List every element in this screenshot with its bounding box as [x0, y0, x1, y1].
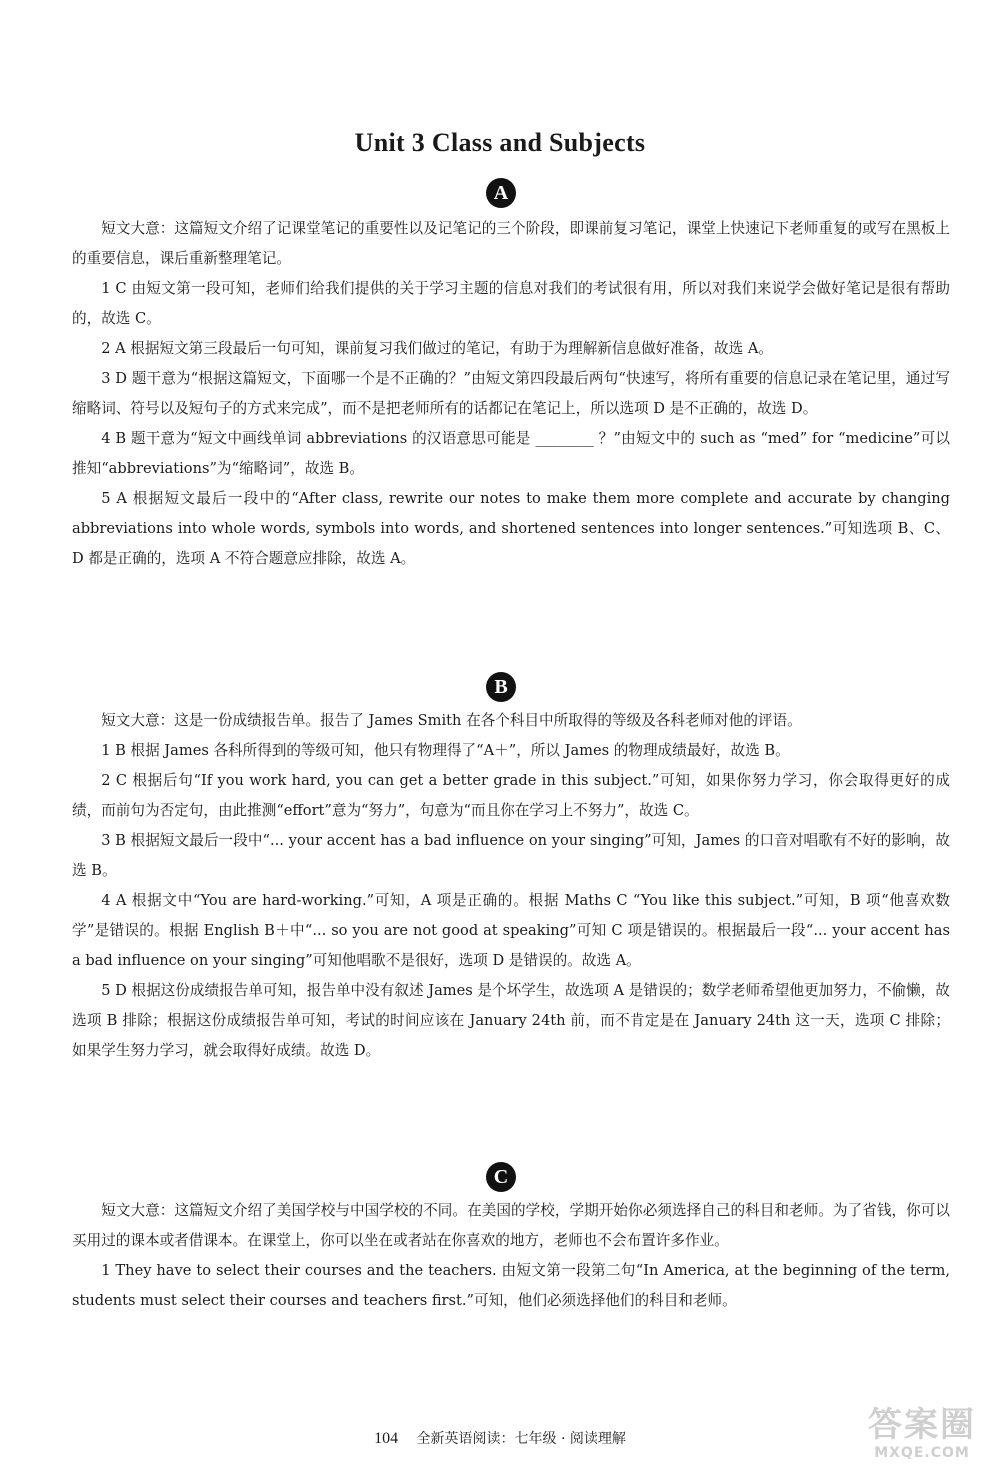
- book-title: 全新英语阅读：七年级 · 阅读理解: [416, 1431, 626, 1447]
- section-b-answer-2: 2 C 根据后句“If you work hard, you can get a better grade in this subject.”可知，如果你努力学习，你会取得更好的成绩，而前句为否定句，由此推测“effort”意为“努力”，句意为“而且你在学习上不努力”，故选 C。: [72, 772, 950, 819]
- watermark-logo: [852, 1406, 992, 1466]
- page-number: 104: [374, 1430, 399, 1447]
- section-a-summary: 短文大意：这篇短文介绍了记课堂笔记的重要性以及记笔记的三个阶段，即课前复习笔记，课堂上快速记下老师重复的或写在黑板上的重要信息，课后重新整理笔记。: [72, 220, 950, 267]
- section-a-answer-2: 2 A 根据短文第三段最后一句可知，课前复习我们做过的笔记，有助于为理解新信息做好准备，故选 A。: [101, 340, 774, 357]
- page-title: Unit 3 Class and Subjects: [354, 128, 646, 157]
- section-b-answer-5: 5 D 根据这份成绩报告单可知，报告单中没有叙述 James 是个坏学生，故选项 A 是错误的；数学老师希望他更加努力，不偷懒，故选项 B 排除；根据这份成绩报告单可知，考试的时间应该在 January 24th 前，而不肯定是在 January 24th 这一天，选项 C 排除；如果学生努力学习，就会取得好成绩。故选 D。: [72, 982, 950, 1059]
- section-c-summary: 短文大意：这篇短文介绍了美国学校与中国学校的不同。在美国的学校，学期开始你必须选择自己的科目和老师。为了省钱，你可以买用过的课本或者借课本。在课堂上，你可以坐在或者站在你喜欢的地方，老师也不会布置许多作业。: [72, 1202, 950, 1249]
- section-b-answer-3: 3 B 根据短文最后一段中“... your accent has a bad influence on your singing”可知，James 的口音对唱歌有不好的影响，故选 B。: [72, 832, 950, 879]
- section-b-summary: 短文大意：这是一份成绩报告单。报告了 James Smith 在各个科目中所取得的等级及各科老师对他的评语。: [101, 712, 802, 729]
- section-a-body: [72, 214, 950, 574]
- section-a-answer-5: 5 A 根据短文最后一段中的“After class, rewrite our notes to make them more complete and accurate by changing abbreviations into whole words, symbols into words, and shortened sentences into longer sentences.”可知选项 B、C、D 都是正确的，选项 A 不符合题意应排除，故选 A。: [72, 490, 950, 567]
- section-b-answer-1: 1 B 根据 James 各科所得到的等级可知，他只有物理得了“A＋”，所以 James 的物理成绩最好，故选 B。: [101, 742, 790, 759]
- section-b-body: [72, 706, 950, 1066]
- section-c-body: [72, 1196, 950, 1316]
- section-c-answer-1: 1 They have to select their courses and the teachers. 由短文第一段第二句“In America, at the beginning of the term, students must select their courses and teachers first.”可知，他们必须选择他们的科目和老师。: [72, 1262, 950, 1309]
- section-b-answer-4: 4 A 根据文中“You are hard-working.”可知，A 项是正确的。根据 Maths C “You like this subject.”可知，B 项“他喜欢数学”是错误的。根据 English B＋中“... so you are not good at speaking”可知 C 项是错误的。根据最后一段“... your accent has a bad influence on your singing”可知他唱歌不是很好，选项 D 是错误的。故选 A。: [72, 892, 950, 969]
- section-a-answer-3: 3 D 题干意为“根据这篇短文，下面哪一个是不正确的？”由短文第四段最后两句“快速写，将所有重要的信息记录在笔记里，通过写缩略词、符号以及短句子的方式来完成”，而不是把老师所有的话都记在笔记上，所以选项 D 是不正确的，故选 D。: [72, 370, 950, 417]
- watermark-logo-text: 答案圈: [868, 1405, 976, 1445]
- watermark-url: MXQE.COM: [874, 1445, 970, 1461]
- section-badge-b: B: [486, 672, 516, 702]
- section-a-answer-4: 4 B 题干意为“短文中画线单词 abbreviations 的汉语意思可能是 ________ ？”由短文中的 such as “med” for “medicine”可以推知“abbreviations”为“缩略词”，故选 B。: [72, 430, 950, 477]
- page-footer: [0, 1428, 1000, 1448]
- section-a-answer-1: 1 C 由短文第一段可知，老师们给我们提供的关于学习主题的信息对我们的考试很有用，所以对我们来说学会做好笔记是很有帮助的，故选 C。: [72, 280, 950, 327]
- section-badge-c: C: [486, 1162, 516, 1192]
- section-badge-a: A: [486, 178, 516, 208]
